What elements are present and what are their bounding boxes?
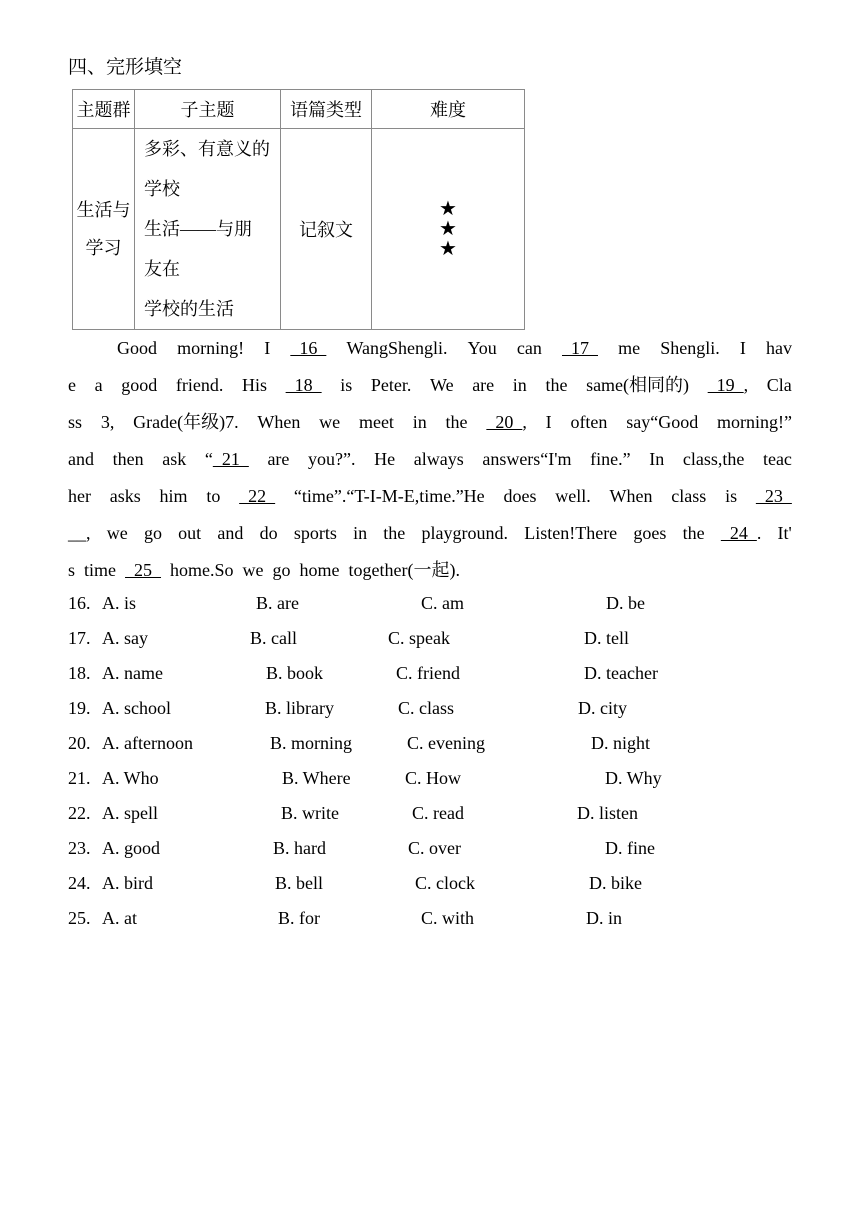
passage-word: him <box>159 486 188 506</box>
option-d: D. Why <box>605 768 662 788</box>
passage-word: always <box>413 449 464 469</box>
question-number: 19. <box>68 698 91 718</box>
question-number: 16. <box>68 593 91 613</box>
topic-info-table <box>72 89 525 330</box>
passage-word: together(一起). <box>348 560 460 580</box>
passage-word: His <box>241 375 267 395</box>
passage-word: e <box>68 375 76 395</box>
option-a: A. school <box>102 698 171 718</box>
passage-word: answers“I'm <box>482 449 572 469</box>
passage-word: and <box>68 449 94 469</box>
passage-word: You <box>467 338 497 358</box>
passage-word: in <box>412 412 427 432</box>
passage-line <box>68 515 792 552</box>
passage-word: teac <box>762 449 792 469</box>
option-b: B. morning <box>270 733 353 753</box>
theme-group-line: 生活与 <box>76 200 131 220</box>
passage-word: her <box>68 486 91 506</box>
passage-word: goes <box>633 523 667 543</box>
answer-blank: “ 21 <box>204 449 249 469</box>
table-header-row <box>73 90 525 129</box>
passage-line <box>68 478 792 515</box>
answer-blank: 17 <box>562 338 598 358</box>
option-d: D. teacher <box>584 663 658 683</box>
passage-word: you?”. <box>308 449 356 469</box>
question-number: 22. <box>68 803 91 823</box>
option-b: B. write <box>281 803 339 823</box>
passage-word: morning! <box>177 338 245 358</box>
subtheme-line: 学校 <box>144 179 180 199</box>
option-a: A. at <box>102 908 137 928</box>
passage-word: time <box>84 560 117 580</box>
passage-word: playground. <box>421 523 508 543</box>
option-a: A. say <box>102 628 148 648</box>
passage-word: can <box>516 338 542 358</box>
passage-word: say“Good <box>626 412 699 432</box>
answer-blank: 16 <box>290 338 327 358</box>
passage-word: class,the <box>682 449 745 469</box>
option-b: B. are <box>256 593 299 613</box>
option-b: B. library <box>265 698 334 718</box>
passage-word: often <box>570 412 608 432</box>
option-c: C. evening <box>407 733 485 753</box>
option-a: A. name <box>102 663 163 683</box>
passage-word: ss <box>68 412 83 432</box>
option-d: D. city <box>578 698 627 718</box>
passage-word: Cla <box>766 375 792 395</box>
section-title: 四、完形填空 <box>68 57 183 78</box>
passage-word: Peter. <box>370 375 412 395</box>
passage-word: hav <box>765 338 792 358</box>
passage-word: the <box>545 375 568 395</box>
passage-line <box>68 330 792 367</box>
passage-word: In <box>649 449 665 469</box>
passage-word: WangShengli. <box>346 338 448 358</box>
passage-word: the <box>682 523 705 543</box>
passage-word: I <box>264 338 271 358</box>
question-number: 17. <box>68 628 91 648</box>
passage-word: ask <box>162 449 187 469</box>
question-number: 21. <box>68 768 91 788</box>
passage-word: When <box>609 486 653 506</box>
option-c: C. read <box>412 803 464 823</box>
passage-word: I <box>545 412 552 432</box>
option-d: D. bike <box>589 873 642 893</box>
passage-word: sports <box>293 523 337 543</box>
passage-word: Good <box>117 338 157 358</box>
theme-group-cell <box>73 129 135 330</box>
option-c: C. with <box>421 908 475 928</box>
passage-word: Grade(年级)7. <box>133 412 239 432</box>
option-b: B. for <box>278 908 320 928</box>
passage-word: we <box>242 560 264 580</box>
passage-word: does <box>503 486 537 506</box>
passage-line <box>68 404 792 441</box>
option-d: D. be <box>606 593 645 613</box>
passage-word: is <box>340 375 353 395</box>
subtheme-cell <box>135 129 281 330</box>
passage-word: do <box>259 523 278 543</box>
passage-word: s <box>68 560 76 580</box>
option-c: C. speak <box>388 628 450 648</box>
passage-word: It' <box>777 523 792 543</box>
passage-word: the <box>383 523 406 543</box>
option-b: B. book <box>266 663 324 683</box>
passage-word: “time”.“T-I-M-E,time.”He <box>293 486 485 506</box>
subtheme-line: 学校的生活 <box>144 299 234 319</box>
cloze-passage <box>68 330 792 589</box>
answer-blank: 20 , <box>486 412 527 432</box>
passage-word: morning!” <box>717 412 792 432</box>
passage-word: are <box>267 449 290 469</box>
question-number: 23. <box>68 838 91 858</box>
subtheme-line: 友在 <box>144 259 180 279</box>
passage-word: good <box>121 375 158 395</box>
option-a: A. good <box>102 838 160 858</box>
passage-word: is <box>725 486 738 506</box>
passage-word: in <box>353 523 368 543</box>
passage-word: a <box>94 375 103 395</box>
theme-group-line: 学习 <box>85 238 122 258</box>
passage-word: meet <box>358 412 394 432</box>
passage-word: well. <box>555 486 591 506</box>
option-b: B. call <box>250 628 297 648</box>
option-d: D. tell <box>584 628 629 648</box>
option-d: D. in <box>586 908 622 928</box>
option-a: A. is <box>102 593 137 613</box>
passage-line <box>68 367 792 404</box>
question-number: 24. <box>68 873 91 893</box>
answer-blank: 22 <box>239 486 276 506</box>
passage-word: the <box>445 412 468 432</box>
passage-word: When <box>257 412 301 432</box>
star-icon: ★ <box>439 238 457 260</box>
header-genre: 语篇类型 <box>281 90 372 129</box>
passage-word: Shengli. <box>660 338 720 358</box>
difficulty-cell <box>372 129 525 330</box>
passage-word: we <box>319 412 341 432</box>
option-a: A. Who <box>102 768 159 788</box>
answer-blank: 19 , <box>707 375 749 395</box>
option-c: C. friend <box>396 663 460 683</box>
option-d: D. listen <box>577 803 638 823</box>
passage-word: go <box>143 523 162 543</box>
option-c: C. over <box>408 838 461 858</box>
option-c: C. class <box>398 698 454 718</box>
genre-cell: 记叙文 <box>281 129 372 330</box>
passage-word: fine.” <box>590 449 631 469</box>
option-b: B. hard <box>273 838 326 858</box>
passage-word: I <box>739 338 746 358</box>
question-number: 18. <box>68 663 91 683</box>
header-theme-group: 主题群 <box>73 90 135 129</box>
option-c: C. am <box>421 593 464 613</box>
option-d: D. night <box>591 733 651 753</box>
passage-word: we <box>106 523 128 543</box>
answer-blank: 23 <box>755 486 792 506</box>
answer-blank: 18 <box>285 375 322 395</box>
subtheme-line: 多彩、有意义的 <box>144 139 270 159</box>
passage-word: friend. <box>175 375 224 395</box>
passage-word: home.So <box>170 560 234 580</box>
passage-word: go <box>272 560 291 580</box>
passage-word: We <box>430 375 454 395</box>
passage-word: and <box>217 523 244 543</box>
passage-line <box>68 552 792 589</box>
passage-word: are <box>472 375 495 395</box>
passage-word: home <box>299 560 340 580</box>
question-number: 25. <box>68 908 91 928</box>
header-subtheme: 子主题 <box>135 90 281 129</box>
passage-word: in <box>512 375 527 395</box>
option-c: C. How <box>405 768 462 788</box>
option-a: A. spell <box>102 803 158 823</box>
option-b: B. bell <box>275 873 323 893</box>
option-d: D. fine <box>605 838 655 858</box>
question-number: 20. <box>68 733 91 753</box>
passage-word: to <box>206 486 221 506</box>
star-icon: ★ <box>439 198 457 220</box>
option-c: C. clock <box>415 873 475 893</box>
answer-blank: 25 <box>125 560 162 580</box>
answer-blank: 24 . <box>720 523 762 543</box>
option-b: B. Where <box>282 768 351 788</box>
passage-word: 3, <box>100 412 115 432</box>
passage-word: out <box>178 523 202 543</box>
header-difficulty: 难度 <box>372 90 525 129</box>
option-a: A. bird <box>102 873 153 893</box>
passage-word: class <box>671 486 707 506</box>
passage-word: same(相同的) <box>586 375 690 395</box>
star-icon: ★ <box>439 218 457 240</box>
passage-word: Listen!There <box>524 523 618 543</box>
subtheme-line: 生活——与朋 <box>144 219 252 239</box>
passage-word: me <box>618 338 641 358</box>
passage-word: He <box>374 449 396 469</box>
passage-word: then <box>112 449 144 469</box>
table-row <box>73 129 525 330</box>
passage-word: __, <box>68 523 91 543</box>
passage-line <box>68 441 792 478</box>
option-a: A. afternoon <box>102 733 193 753</box>
passage-word: asks <box>109 486 141 506</box>
